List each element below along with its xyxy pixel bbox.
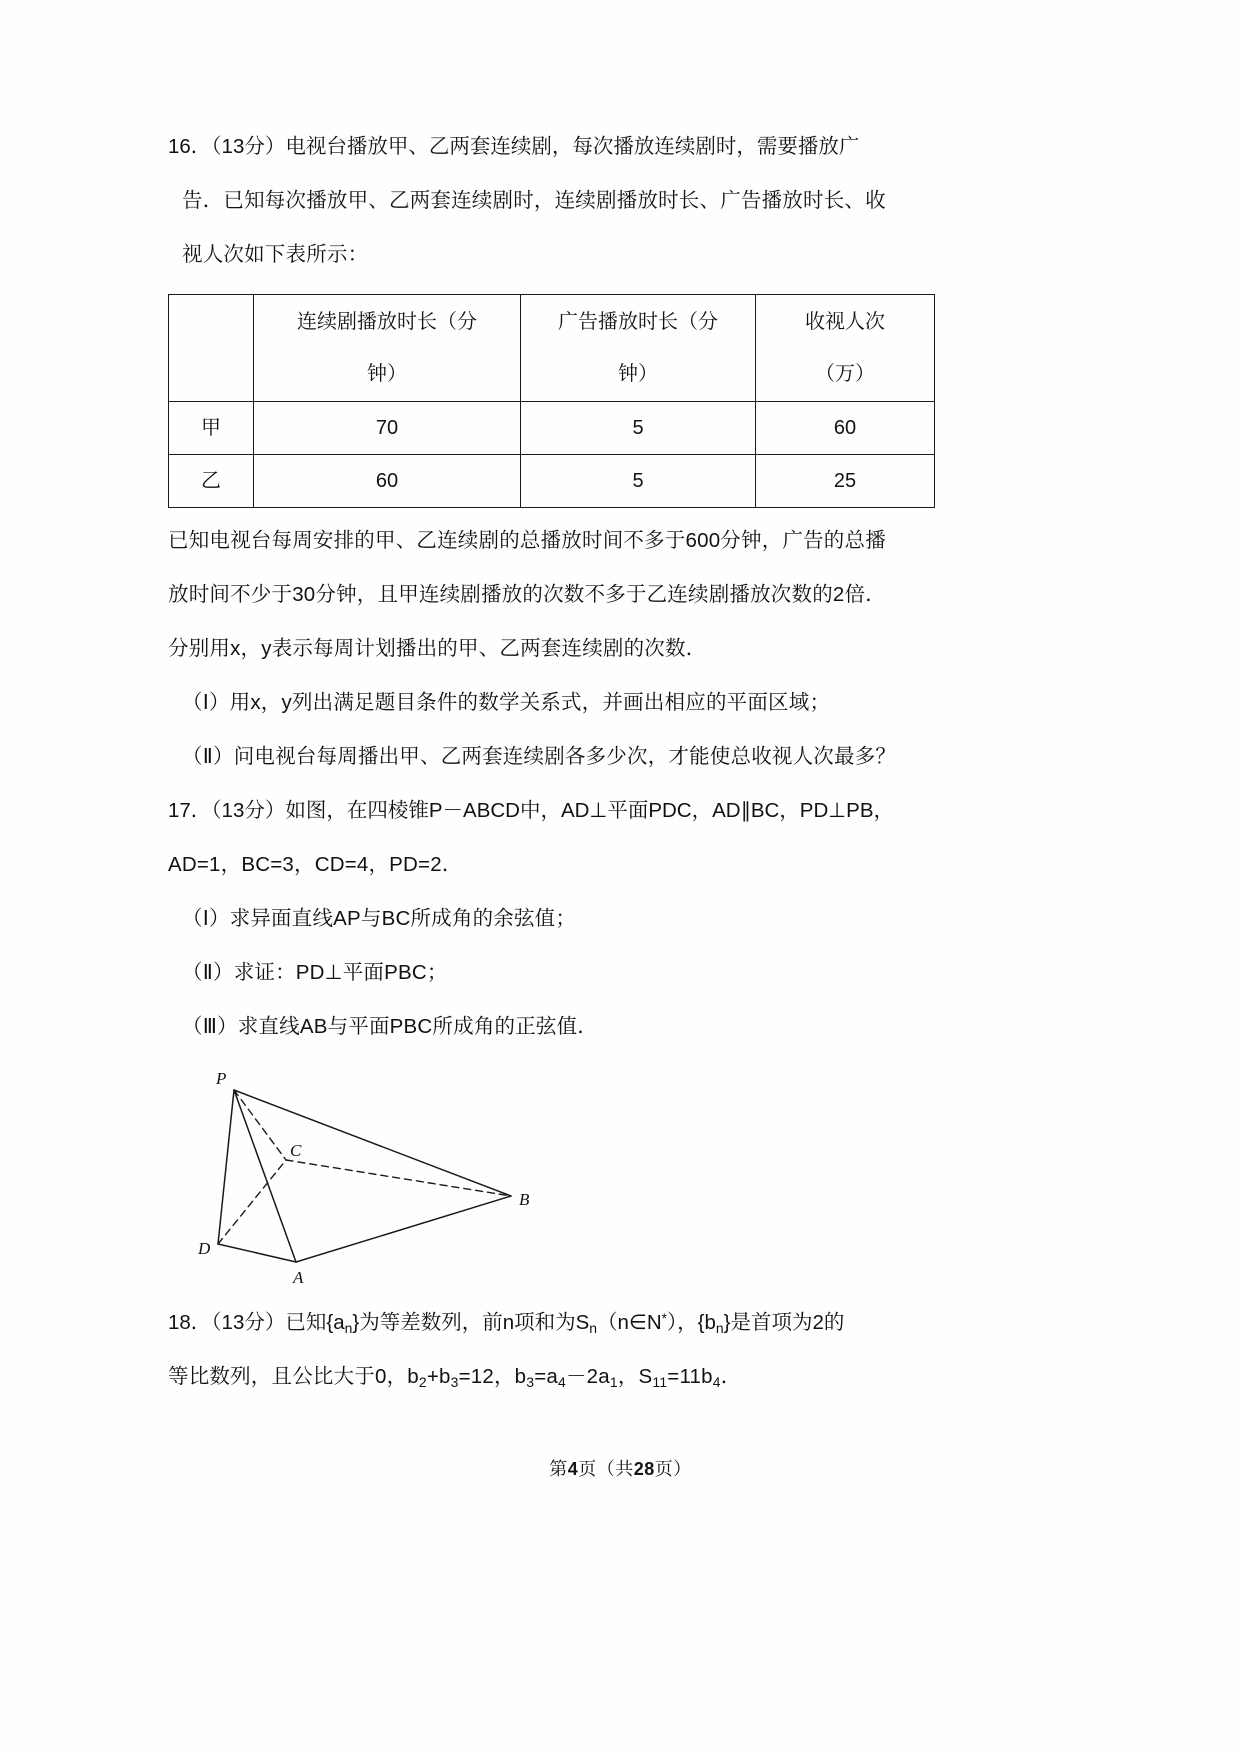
q18-l2-k: ，S <box>617 1365 653 1388</box>
footer-total-pages: 28 <box>633 1459 655 1479</box>
q16-sub-2: （Ⅱ）问电视台每周播出甲、乙两套连续剧各多少次，才能使总收视人次最多？ <box>182 745 897 768</box>
header-line-top: 广告播放时长（分 <box>558 311 718 333</box>
q16-after-line-2: 放时间不少于30分钟，且甲连续剧播放的次数不多于乙连续剧播放次数的2倍． <box>168 583 886 606</box>
table-corner-cell <box>169 295 254 402</box>
q18-l2-c: +b <box>426 1365 451 1388</box>
q17-line-1: 17．（13分）如图，在四棱锥P－ABCD中，AD⊥平面PDC，AD∥BC，PD⊥PB， <box>168 799 894 822</box>
row-label-jia: 甲 <box>169 402 254 455</box>
q18-l1-h: n <box>715 1320 724 1337</box>
label-P: P <box>216 1072 227 1088</box>
label-D: D <box>198 1239 211 1258</box>
header-line-bottom: （万） <box>815 363 875 385</box>
footer-page-number: 4 <box>567 1459 579 1479</box>
q16-line-1: 16．（13分）电视台播放甲、乙两套连续剧，每次播放连续剧时，需要播放广 <box>168 135 860 158</box>
cell-yi-viewers: 25 <box>756 455 935 508</box>
table-header-row <box>169 295 935 402</box>
question-18 <box>168 1296 958 1404</box>
table-header-ad-duration <box>521 295 756 402</box>
q18-l2-g: =a <box>534 1365 559 1388</box>
q18-l2-o: ． <box>720 1365 742 1388</box>
q18-l2-e: =12，b <box>458 1365 527 1388</box>
cell-yi-drama: 60 <box>254 455 521 508</box>
header-line-top: 收视人次 <box>805 311 885 333</box>
vertex-labels <box>197 1072 530 1287</box>
q18-l2-b: 2 <box>418 1374 427 1391</box>
label-A: A <box>293 1268 304 1287</box>
q18-line-2 <box>168 1350 958 1404</box>
q17-sub-3: （Ⅲ）求直线AB与平面PBC所成角的正弦值． <box>182 1015 599 1038</box>
q17-sub-2: （Ⅱ）求证：PD⊥平面PBC； <box>182 961 448 984</box>
q18-l2-l: 11 <box>652 1374 668 1391</box>
table-header-drama-duration <box>254 295 521 402</box>
label-C: C <box>290 1141 302 1160</box>
q18-l2-d: 3 <box>450 1374 459 1391</box>
footer-middle: 页（共 <box>578 1459 634 1479</box>
question-16 <box>168 120 958 784</box>
page-footer <box>0 1455 1241 1481</box>
q16-line-2: 告．已知每次播放甲、乙两套连续剧时，连续剧播放时长、广告播放时长、收 <box>182 189 886 212</box>
label-B: B <box>519 1190 530 1209</box>
header-line-top: 连续剧播放时长（分 <box>297 311 477 333</box>
q16-line-3: 视人次如下表所示： <box>182 243 369 266</box>
header-line-bottom: 钟） <box>618 363 658 385</box>
q18-l2-j: 1 <box>609 1374 618 1391</box>
q17-sub-1: （Ⅰ）求异面直线AP与BC所成角的余弦值； <box>182 907 577 930</box>
cell-jia-viewers: 60 <box>756 402 935 455</box>
pyramid-svg <box>186 1072 586 1292</box>
q16-after-line-1: 已知电视台每周安排的甲、乙连续剧的总播放时间不多于600分钟，广告的总播 <box>168 529 886 552</box>
pyramid-figure <box>186 1072 586 1292</box>
footer-prefix: 第 <box>549 1459 568 1479</box>
header-line-bottom: 钟） <box>367 363 407 385</box>
q17-line-2: AD=1，BC=3，CD=4，PD=2． <box>168 853 463 876</box>
table-row <box>169 455 935 508</box>
q18-l2-h: 4 <box>558 1374 566 1391</box>
question-17 <box>168 784 958 1292</box>
q18-l2-i: －2a <box>565 1365 610 1388</box>
q18-l2-n: 4 <box>712 1374 721 1391</box>
table-row <box>169 402 935 455</box>
row-label-yi: 乙 <box>169 455 254 508</box>
broadcast-data-table <box>168 294 935 508</box>
q18-l1-f: * <box>661 1310 667 1326</box>
q16-after-line-3: 分别用x，y表示每周计划播出的甲、乙两套连续剧的次数． <box>168 637 707 660</box>
q18-l2-m: =11b <box>667 1365 713 1388</box>
q16-sub-1: （Ⅰ）用x，y列出满足题目条件的数学关系式，并画出相应的平面区域； <box>182 691 831 714</box>
q18-l1-b: n <box>344 1320 353 1337</box>
solid-edges <box>218 1090 511 1262</box>
footer-suffix: 页） <box>654 1459 692 1479</box>
page-content <box>168 120 958 1404</box>
cell-jia-ad: 5 <box>521 402 756 455</box>
q18-l1-g: ），{b <box>666 1311 716 1334</box>
cell-jia-drama: 70 <box>254 402 521 455</box>
q18-l1-d: n <box>589 1320 598 1337</box>
q18-l1-a: 18．（13分）已知{a <box>168 1311 345 1334</box>
q18-line-1 <box>168 1296 958 1350</box>
q18-l1-c: }为等差数列，前n项和为S <box>352 1311 590 1334</box>
table-header-viewers <box>756 295 935 402</box>
q18-l2-f: 3 <box>526 1374 535 1391</box>
q18-l1-i: }是首项为2的 <box>723 1311 845 1334</box>
cell-yi-ad: 5 <box>521 455 756 508</box>
q18-l2-a: 等比数列，且公比大于0，b <box>168 1365 419 1388</box>
q18-l1-e: （n∈N <box>597 1311 662 1334</box>
